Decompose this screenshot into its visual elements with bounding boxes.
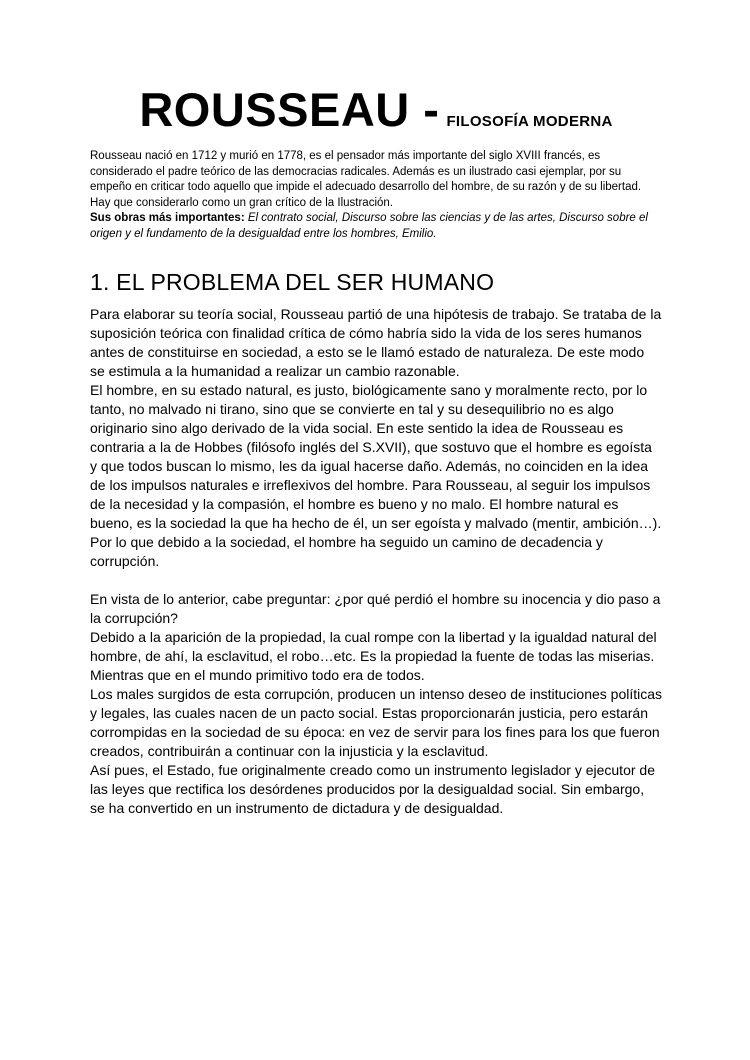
body-paragraph: En vista de lo anterior, cabe preguntar: ¿por qué perdió el hombre su inocencia y dio paso a la corrupción?	[90, 591, 661, 626]
body-paragraph: Los males surgidos de esta corrupción, producen un intenso deseo de instituciones políticas y legales, las cuales nacen de un pacto social. Estas proporcionarán justicia, pero estarán corrompidas en la sociedad de su época: en vez de servir para los fines para los que fueron creados, contribuirán a continuar con la injusticia y la esclavitud.	[90, 686, 663, 759]
body-paragraph: Así pues, el Estado, fue originalmente creado como un instrumento legislador y ejecutor de las leyes que rectifica los desórdenes producidos por la desigualdad social. Sin embargo, se ha convertido en un instrumento de dictadura y de desigualdad.	[90, 762, 655, 816]
intro-works-paragraph	[90, 211, 662, 242]
body-paragraph: Debido a la aparición de la propiedad, la cual rompe con la libertad y la igualdad natural del hombre, de ahí, la esclavitud, el robo…etc. Es la propiedad la fuente de todas las miserias. Mientras que en el mundo primitivo todo era de todos.	[90, 629, 657, 683]
intro-biography-paragraph: Rousseau nació en 1712 y murió en 1778, es el pensador más importante del siglo XVIII francés, es considerado el padre teórico de las democracias radicales. Además es un ilustrado casi ejemplar, por su empeño en criticar todo aquello que impide el adecuado desarrollo del hombre, de su razón y de su libertad. Hay que considerarlo como un gran crítico de la Ilustración.	[90, 150, 642, 209]
document-subtitle: FILOSOFÍA MODERNA	[446, 113, 613, 130]
works-label: Sus obras más importantes:	[90, 212, 248, 224]
works-list: El contrato social, Discurso sobre las ciencias y de las artes, Discurso sobre el origen y el fundamento de la desigualdad entre los hombres, Emilio.	[90, 212, 648, 240]
section-heading: 1. EL PROBLEMA DEL SER HUMANO	[90, 269, 495, 295]
body-paragraph: Para elaborar su teoría social, Rousseau partió de una hipótesis de trabajo. Se trataba de la suposición teórica con finalidad crítica de cómo habría sido la vida de los seres humanos antes de constituirse en sociedad, a esto se le llamó estado de naturaleza. De este modo se estimula a la humanidad a realizar un cambio razonable.	[90, 306, 662, 379]
document-title: ROUSSEAU -	[139, 83, 440, 136]
section-body	[90, 305, 662, 818]
body-paragraph: El hombre, en su estado natural, es justo, biológicamente sano y moralmente recto, por lo tanto, no malvado ni tirano, sino que se convierte en tal y su desequilibrio no es algo originario sino algo derivado de la vida social. En este sentido la idea de Rousseau es contraria a la de Hobbes (filósofo inglés del S.XVII), que sostuvo que el hombre es egoísta y que todos buscan lo mismo, les da igual hacerse daño. Además, no coinciden en la idea de los impulsos naturales e irreflexivos del hombre. Para Rousseau, al seguir los impulsos de la necesidad y la compasión, el hombre es bueno y no malo. El hombre natural es bueno, es la sociedad la que ha hecho de él, un ser egoísta y malvado (mentir, ambición…). Por lo que debido a la sociedad, el hombre ha seguido un camino de decadencia y corrupción.	[90, 382, 662, 569]
document-title-block	[90, 83, 662, 136]
